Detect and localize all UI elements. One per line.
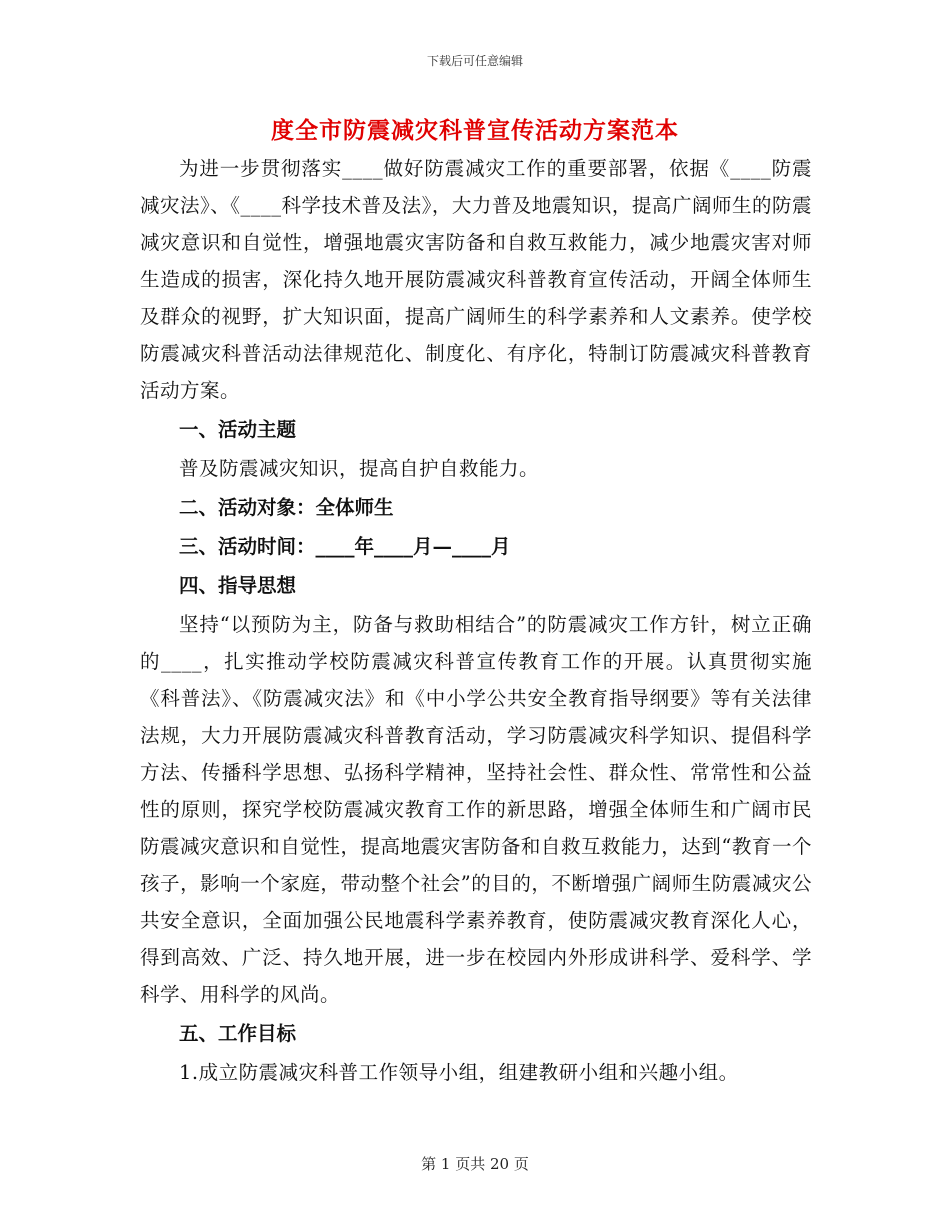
header-note: 下载后可任意编辑	[426, 54, 523, 68]
page-footer: 第 1 页共 20 页	[421, 1155, 529, 1173]
document-body	[140, 150, 812, 1091]
section-2-heading: 二、活动对象：全体师生	[179, 496, 394, 519]
section-4-heading: 四、指导思想	[179, 574, 297, 597]
section-1-heading: 一、活动主题	[179, 418, 297, 441]
section-1-body: 普及防震减灾知识，提高自护自救能力。	[179, 457, 540, 480]
section-3-heading: 三、活动时间：____年____月—____月	[179, 535, 511, 558]
section-5-item-1: 1.成立防震减灾科普工作领导小组，组建教研小组和兴趣小组。	[179, 1061, 739, 1084]
section-5-heading: 五、工作目标	[179, 1022, 297, 1045]
section-4-body: 坚持“以预防为主，防备与救助相结合”的防震减灾工作方针，树立正确的____，扎实推动学校防震减灾科普宣传教育工作的开展。认真贯彻实施《科普法》、《防震减灾法》和《中小学公共安全教育指导纲要》等有关法律法规，大力开展防震减灾科普教育活动，学习防震减灾科学知识、提倡科学方法、传播科学思想、弘扬科学精神，坚持社会性、群众性、常常性和公益性的原则，探究学校防震减灾教育工作的新思路，增强全体师生和广阔市民防震减灾意识和自觉性，提高地震灾害防备和自救互救能力，达到“教育一个孩子，影响一个家庭，带动整个社会”的目的，不断增强广阔师生防震减灾公共安全意识，全面加强公民地震科学素养教育，使防震减灾教育深化人心，得到高效、广泛、持久地开展，进一步在校园内外形成讲科学、爱科学、学科学、用科学的风尚。	[140, 613, 812, 1006]
document-title: 度全市防震减灾科普宣传活动方案范本	[271, 117, 679, 144]
intro-paragraph: 为进一步贯彻落实____做好防震减灾工作的重要部署，依据《____防震减灾法》、《____科学技术普及法》，大力普及地震知识，提高广阔师生的防震减灾意识和自觉性，增强地震灾害防备和自救互救能力，减少地震灾害对师生造成的损害，深化持久地开展防震减灾科普教育宣传活动，开阔全体师生及群众的视野，扩大知识面，提高广阔师生的科学素养和人文素养。使学校防震减灾科普活动法律规范化、制度化、有序化，特制订防震减灾科普教育活动方案。	[140, 157, 812, 402]
